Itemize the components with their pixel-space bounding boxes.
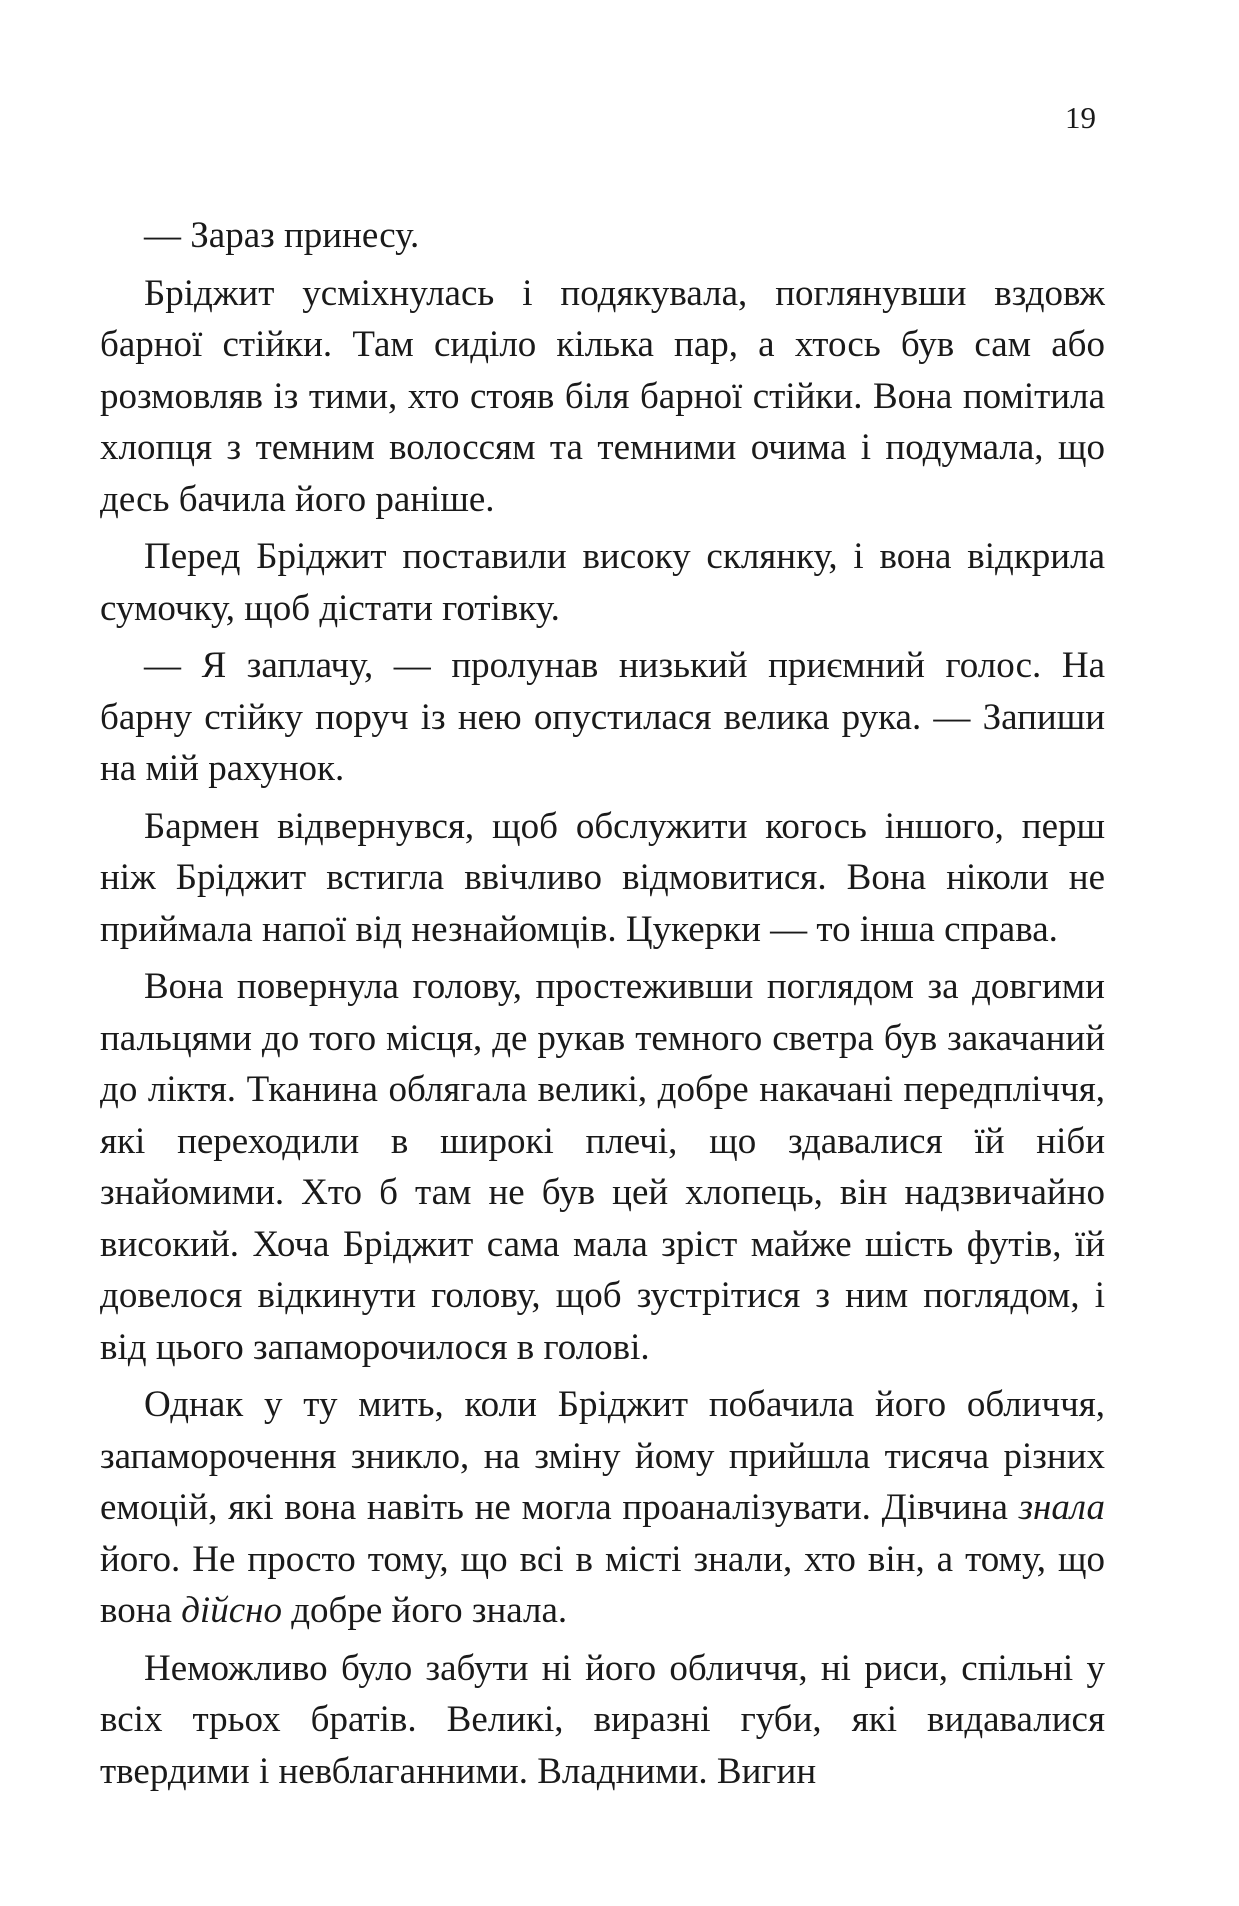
- paragraph: [100, 640, 1105, 795]
- paragraph: [100, 531, 1105, 634]
- paragraph: [100, 1643, 1105, 1798]
- italic-text: знала: [1018, 1487, 1105, 1528]
- paragraph-text: — Я заплачу, — пролунав низький приємний голос. На барну стійку поруч із нею опустилася велика рука. — Запиши на мій рахунок.: [100, 645, 1105, 789]
- paragraph-text: — Зараз принесу.: [144, 215, 420, 256]
- paragraph-text: Перед Бріджит поставили високу склянку, і вона відкрила сумочку, щоб дістати готівку.: [100, 536, 1105, 629]
- paragraph-text: Однак у ту мить, коли Бріджит побачила його обличчя, запаморочення зникло, на зміну йому прийшла тисяча різних емоцій, які вона навіть не могла проаналізувати. Дівчина: [100, 1384, 1105, 1528]
- paragraph-text: добре його знала.: [281, 1590, 568, 1631]
- paragraph: [100, 961, 1105, 1373]
- italic-text: дійсно: [181, 1590, 282, 1631]
- paragraph: [100, 801, 1105, 956]
- paragraph-text: Бріджит усміхнулась і подякувала, поглянувши вздовж барної стійки. Там сиділо кілька пар, а хтось був сам або розмовляв із тими, хто стояв біля барної стійки. Вона помітила хлопця з темним волоссям та темними очима і подумала, що десь бачила його раніше.: [100, 272, 1105, 520]
- paragraph-text: Неможливо було забути ні його обличчя, ні риси, спільні у всіх трьох братів. Великі, виразні губи, які видавалися твердими і невблаганними. Владними. Вигин: [100, 1647, 1105, 1792]
- paragraph: [100, 268, 1105, 526]
- page-number: 19: [1065, 100, 1096, 135]
- body-text: [100, 210, 1105, 1803]
- paragraph: [100, 1379, 1105, 1637]
- paragraph: [100, 210, 1105, 262]
- paragraph-text: Бармен відвернувся, щоб обслужити когось іншого, перш ніж Бріджит встигла ввічливо відмовитися. Вона ніколи не приймала напої від незнайомців. Цукерки — то інша справа.: [100, 805, 1105, 950]
- paragraph-text: Вона повернула голову, простеживши поглядом за довгими пальцями до того місця, де рукав темного светра був закачаний до ліктя. Тканина облягала великі, добре накачані передпліччя, які переходили в широкі плечі, що здавалися їй ніби знайомими. Хто б там не був цей хлопець, він надзвичайно високий. Хоча Бріджит сама мала зріст майже шість футів, їй довелося відкинути голову, щоб зустрітися з ним поглядом, і від цього запаморочилося в голові.: [100, 966, 1105, 1368]
- paragraph-text: його. Не просто тому, що всі в місті знали, хто він, а тому, що вона: [100, 1538, 1105, 1631]
